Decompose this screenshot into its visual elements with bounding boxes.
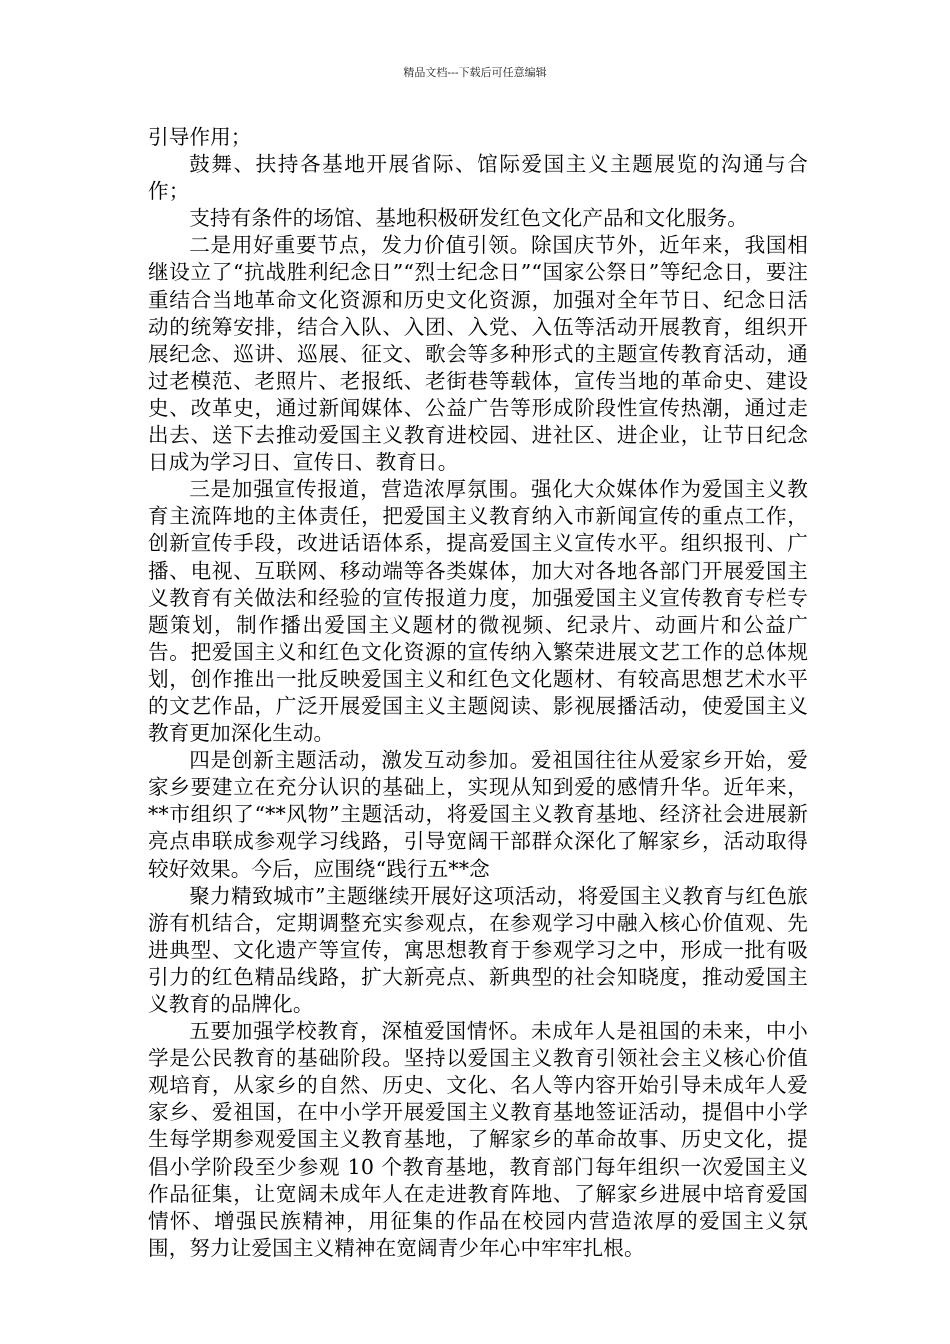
document-body [148,124,808,1262]
paragraph: 五要加强学校教育，深植爱国情怀。未成年人是祖国的未来，中小学是公民教育的基础阶段。坚持以爱国主义教育引领社会主义核心价值观培育，从家乡的自然、历史、文化、名人等内容开始引导未成年人爱家乡、爱祖国，在中小学开展爱国主义教育基地签证活动，提倡中小学生每学期参观爱国主义教育基地，了解家乡的革命故事、历史文化，提倡小学阶段至少参观 10 个教育基地，教育部门每年组织一次爱国主义作品征集，让宽阔未成年人在走进教育阵地、了解家乡进展中培育爱国情怀、增强民族精神，用征集的作品在校园内营造浓厚的爱国主义氛围，努力让爱国主义精神在宽阔青少年心中牢牢扎根。 [148,1019,808,1260]
paragraph: 四是创新主题活动，激发互动参加。爱祖国往往从爱家乡开始，爱家乡要建立在充分认识的基础上，实现从知到爱的感情升华。近年来，**市组织了“**风物”主题活动，将爱国主义教育基地、经济社会进展新亮点串联成参观学习线路，引导宽阔干部群众深化了解家乡，活动取得较好效果。今后，应围绕“践行五**念 [148,748,808,881]
paragraph: 引导作用； [148,125,252,149]
paragraph: 聚力精致城市”主题继续开展好这项活动，将爱国主义教育与红色旅游有机结合，定期调整充实参观点，在参观学习中融入核心价值观、先进典型、文化遗产等宣传，寓思想教育于参观学习之中，形成一批有吸引力的红色精品线路，扩大新亮点、新典型的社会知晓度，推动爱国主义教育的品牌化。 [148,883,808,1016]
paragraph: 支持有条件的场馆、基地积极研发红色文化产品和文化服务。 [189,206,748,231]
paragraph: 二是用好重要节点，发力价值引领。除国庆节外，近年来，我国相继设立了“抗战胜利纪念日”“烈士纪念日”“国家公祭日”等纪念日，要注重结合当地革命文化资源和历史文化资源，加强对全年节日、纪念日活动的统筹安排，结合入队、入团、入党、入伍等活动开展教育，组织开展纪念、巡讲、巡展、征文、歌会等多种形式的主题宣传教育活动，通过老模范、老照片、老报纸、老街巷等载体，宣传当地的革命史、建设史、改革史，通过新闻媒体、公益广告等形成阶段性宣传热潮，通过走出去、送下去推动爱国主义教育进校园、进社区、进企业，让节日纪念日成为学习日、宣传日、教育日。 [148,233,808,475]
paragraph: 三是加强宣传报道，营造浓厚氛围。强化大众媒体作为爱国主义教育主流阵地的主体责任，把爱国主义教育纳入市新闻宣传的重点工作，创新宣传手段，改进话语体系，提高爱国主义宣传水平。组织报刊、广播、电视、互联网、移动端等各类媒体，加大对各地各部门开展爱国主义教育有关做法和经验的宣传报道力度，加强爱国主义宣传教育专栏专题策划，制作播出爱国主义题材的微视频、纪录片、动画片和公益广告。把爱国主义和红色文化资源的宣传纳入繁荣进展文艺工作的总体规划，创作推出一批反映爱国主义和红色文化题材、有较高思想艺术水平的文艺作品，广泛开展爱国主义主题阅读、影视展播活动，使爱国主义教育更加深化生动。 [148,477,808,746]
page-header: 精品文档---下载后可任意编辑 [403,66,547,79]
paragraph: 鼓舞、扶持各基地开展省际、馆际爱国主义主题展览的沟通与合作； [148,152,808,204]
